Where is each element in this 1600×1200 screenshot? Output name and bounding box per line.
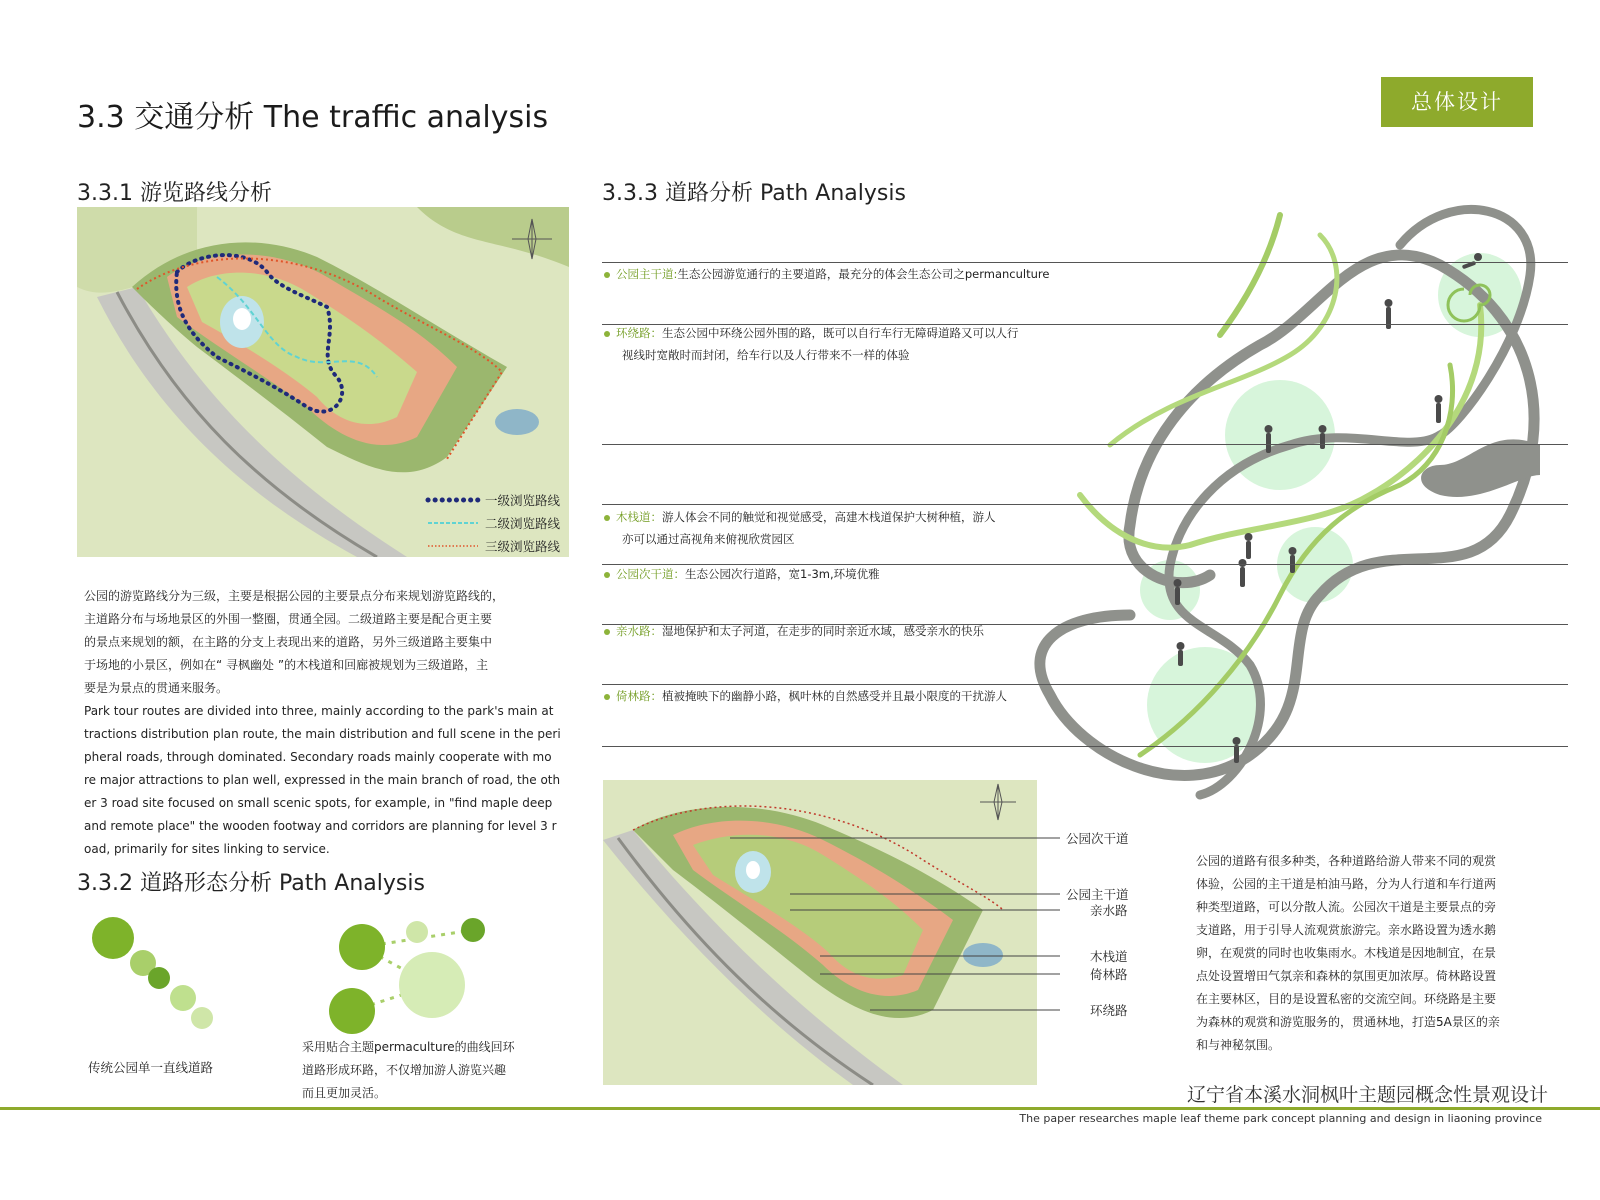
legend-swatch-primary bbox=[425, 496, 481, 504]
ribbon-path-illustration bbox=[1020, 195, 1580, 825]
heading-tour-route: 3.3.1 游览路线分析 bbox=[77, 181, 272, 206]
footer-divider bbox=[0, 1107, 1600, 1110]
path-item-forest-road bbox=[604, 685, 1007, 707]
path-item-key: 木栈道 bbox=[616, 510, 651, 524]
tour-route-description bbox=[84, 585, 562, 861]
bullet-icon bbox=[604, 331, 610, 337]
text-line: and remote place" the wooden footway and corridors are planning for level 3 r bbox=[84, 819, 557, 833]
path-item-key: 公园主干道 bbox=[616, 267, 674, 281]
path-item-main-road bbox=[604, 263, 1049, 285]
text-line: 而且更加灵活。 bbox=[302, 1086, 387, 1100]
caption-straight-path: 传统公园单一直线道路 bbox=[88, 1060, 214, 1075]
heading-path-form: 3.3.2 道路形态分析 Path Analysis bbox=[77, 871, 425, 896]
text-line: 点处设置增田气氛亲和森林的氛围更加浓厚。倚林路设置 bbox=[1196, 969, 1497, 983]
text-line: 主道路分布与场地景区的外围一整圈，贯通全园。二级道路主要是配合更主要 bbox=[84, 612, 493, 626]
text-line: 公园的游览路线分为三级，主要是根据公园的主要景点分布来规划游览路线的， bbox=[84, 589, 505, 603]
text-line: oad, primarily for sites linking to service. bbox=[84, 842, 330, 856]
path-item-sep: ： bbox=[673, 567, 685, 581]
rule-line bbox=[602, 746, 1568, 747]
path-item-sep: ： bbox=[650, 510, 662, 524]
legend-label-secondary: 二级浏览路线 bbox=[485, 515, 561, 531]
legend-item-secondary bbox=[425, 511, 560, 534]
path-item-text: 生态公园游览通行的主要道路，最充分的体会生态公司之permanculture bbox=[677, 267, 1050, 281]
path-item-key: 亲水路 bbox=[616, 624, 651, 638]
caption-loop-path bbox=[302, 1036, 562, 1105]
text-line: 于场地的小景区，例如在“ 寻枫幽处 ”的木栈道和回廊被规划为三级道路，主 bbox=[84, 658, 489, 672]
text-line: 在主要林区，目的是设置私密的交流空间。环绕路是主要 bbox=[1196, 992, 1497, 1006]
path-item-sep: ： bbox=[650, 689, 662, 703]
path-item-sep: ： bbox=[650, 624, 662, 638]
text-line: Park tour routes are divided into three, mainly according to the park's main at bbox=[84, 704, 554, 718]
footer-title-en: The paper researches maple leaf theme park concept planning and design in liaoning province bbox=[1019, 1112, 1542, 1125]
text-line: er 3 road site focused on small scenic spots, for example, in "find maple deep bbox=[84, 796, 553, 810]
legend-label-tertiary: 三级浏览路线 bbox=[485, 538, 561, 554]
bullet-icon bbox=[604, 272, 610, 278]
rule-line bbox=[602, 504, 1568, 505]
text-line: pheral roads, through dominated. Secondary roads mainly cooperate with mo bbox=[84, 750, 552, 764]
text-line: 道路形成环路，不仅增加游人游览兴趣 bbox=[302, 1063, 507, 1077]
path-item-key: 倚林路 bbox=[616, 689, 651, 703]
bullet-icon bbox=[604, 694, 610, 700]
loop-path-diagram bbox=[320, 905, 500, 1045]
route-legend bbox=[425, 488, 560, 557]
text-line: 和与神秘氛围。 bbox=[1196, 1038, 1281, 1052]
path-item-boardwalk bbox=[604, 506, 996, 550]
bullet-icon bbox=[604, 515, 610, 521]
text-line: 公园的道路有很多种类，各种道路给游人带来不同的观赏 bbox=[1196, 854, 1497, 868]
legend-swatch-secondary bbox=[425, 519, 481, 527]
text-line: tractions distribution plan route, the main distribution and full scene in the peri bbox=[84, 727, 561, 741]
section-tag: 总体设计 bbox=[1381, 77, 1533, 127]
bullet-icon bbox=[604, 572, 610, 578]
text-line: 体验，公园的主干道是柏油马路，分为人行道和车行道两 bbox=[1196, 877, 1497, 891]
path-item-sep: : bbox=[673, 267, 678, 281]
path-item-text: 游人体会不同的触觉和视觉感受，高建木栈道保护大树种植，游人 bbox=[662, 510, 996, 524]
path-item-text: 湿地保护和太子河道，在走步的同时亲近水域，感受亲水的快乐 bbox=[662, 624, 984, 638]
footer-title-cn: 辽宁省本溪水洞枫叶主题园概念性景观设计 bbox=[1186, 1084, 1548, 1106]
text-line: 的景点来规划的额，在主路的分支上表现出来的道路，另外三级道路主要集中 bbox=[84, 635, 493, 649]
path-item-key: 公园次干道 bbox=[616, 567, 674, 581]
path-item-sep: ： bbox=[650, 326, 662, 340]
legend-swatch-tertiary bbox=[425, 542, 481, 550]
callout-leader-lines bbox=[730, 830, 1070, 1030]
bullet-icon bbox=[604, 629, 610, 635]
path-item-text-cont: 亦可以通过高视角来俯视欣赏园区 bbox=[622, 532, 795, 546]
path-item-waterside bbox=[604, 620, 984, 642]
text-line: 种类型道路，可以分散人流。公园次干道是主要景点的旁 bbox=[1196, 900, 1497, 914]
callout-main-road: 公园主干道 bbox=[1066, 887, 1129, 902]
legend-item-primary bbox=[425, 488, 560, 511]
legend-label-primary: 一级浏览路线 bbox=[485, 492, 561, 508]
path-item-text: 生态公园次行道路，宽1-3m,环境优雅 bbox=[685, 567, 880, 581]
path-item-text-cont: 视线时宽敞时而封闭，给车行以及人行带来不一样的体验 bbox=[622, 348, 910, 362]
callout-waterside: 亲水路 bbox=[1090, 903, 1128, 918]
heading-path-analysis: 3.3.3 道路分析 Path Analysis bbox=[602, 181, 906, 206]
legend-item-tertiary bbox=[425, 534, 560, 557]
path-item-text: 植被掩映下的幽静小路，枫叶林的自然感受并且最小限度的干扰游人 bbox=[662, 689, 1007, 703]
path-item-ring-road bbox=[604, 322, 1019, 366]
path-item-text: 生态公园中环绕公园外围的路，既可以自行车行无障碍道路又可以人行 bbox=[662, 326, 1019, 340]
text-line: 支道路，用于引导人流观赏旅游完。亲水路设置为透水鹅 bbox=[1196, 923, 1497, 937]
page-title: 3.3 交通分析 The traffic analysis bbox=[77, 100, 549, 135]
callout-boardwalk: 木栈道 bbox=[1090, 949, 1128, 964]
callout-forest-road: 倚林路 bbox=[1090, 967, 1128, 982]
callout-ring-road: 环绕路 bbox=[1090, 1003, 1128, 1018]
path-item-key: 环绕路 bbox=[616, 326, 651, 340]
straight-path-diagram bbox=[85, 910, 225, 1040]
text-line: 要是为景点的贯通来服务。 bbox=[84, 681, 229, 695]
callout-secondary-road: 公园次干道 bbox=[1066, 831, 1129, 846]
rule-line bbox=[602, 444, 1568, 445]
text-line: 卵，在观赏的同时也收集雨水。木栈道是因地制宜，在景 bbox=[1196, 946, 1497, 960]
text-line: re major attractions to plan well, expressed in the main branch of road, the oth bbox=[84, 773, 561, 787]
path-item-secondary-road bbox=[604, 563, 880, 585]
text-line: 为森林的观赏和游览服务的，贯通林地，打造5A景区的亲 bbox=[1196, 1015, 1500, 1029]
path-analysis-description bbox=[1196, 850, 1556, 1057]
text-line: 采用贴合主题permaculture的曲线回环 bbox=[302, 1040, 515, 1054]
